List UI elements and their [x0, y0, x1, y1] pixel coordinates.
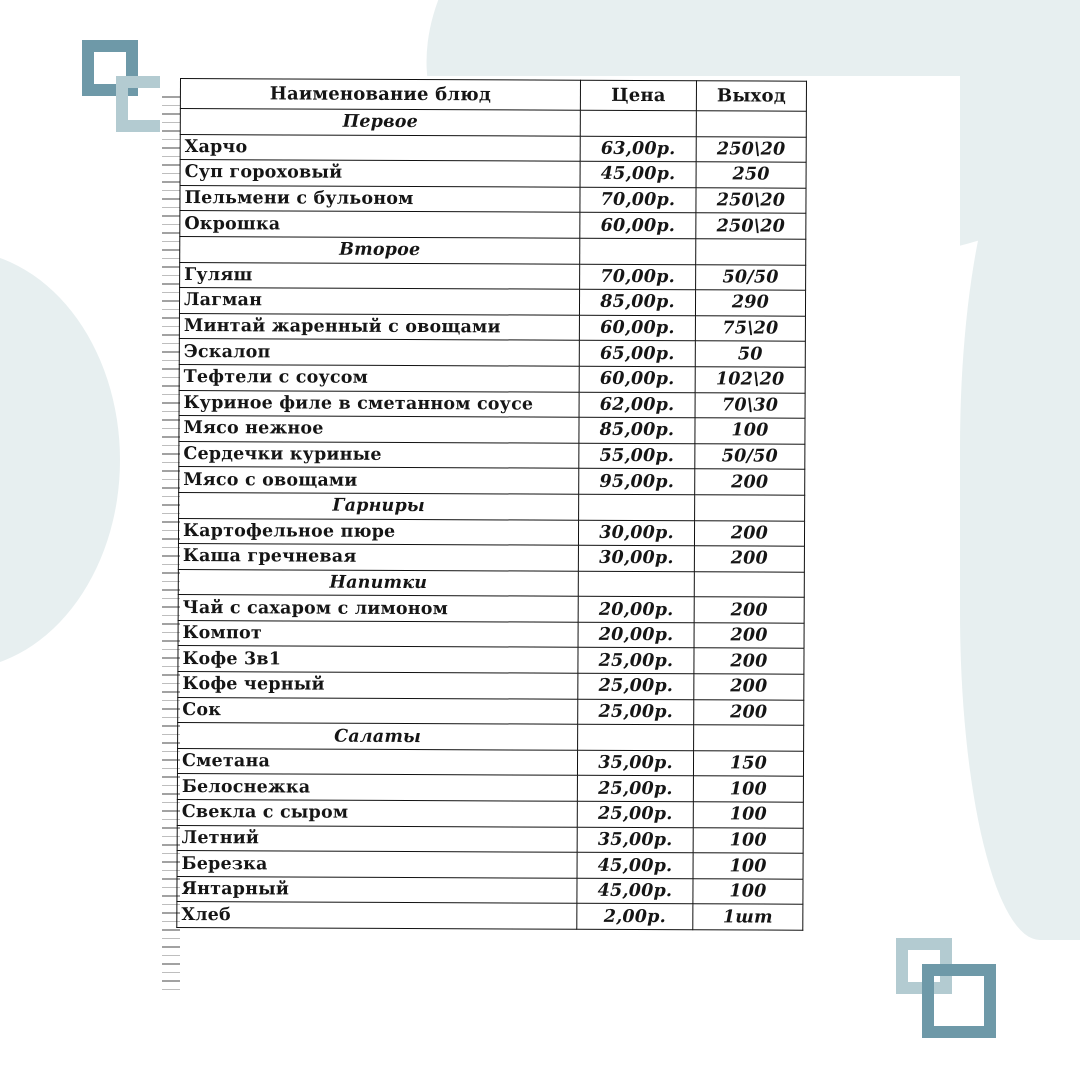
empty-cell: [578, 571, 694, 597]
yield-cell: 250\20: [696, 213, 806, 239]
menu-table: [176, 78, 807, 931]
section-row: [180, 236, 806, 264]
header-price: Цена: [580, 80, 696, 111]
empty-cell: [694, 725, 804, 751]
yield-cell: 200: [694, 648, 804, 674]
background-shape-left: [0, 250, 120, 670]
table-row: [178, 595, 804, 623]
empty-cell: [579, 494, 695, 520]
table-row: [178, 697, 804, 725]
dish-name-cell: Чай с сахаром с лимоном: [178, 595, 578, 622]
dish-name-cell: Хлеб: [177, 902, 577, 929]
yield-cell: 50/50: [696, 264, 806, 290]
price-cell: 25,00р.: [578, 699, 694, 725]
table-row: [177, 748, 803, 776]
dish-name-cell: Тефтели с соусом: [179, 364, 579, 391]
empty-cell: [580, 238, 696, 264]
price-cell: 70,00р.: [580, 264, 696, 290]
price-cell: 45,00р.: [577, 878, 693, 904]
price-cell: 70,00р.: [580, 187, 696, 213]
section-row: [178, 723, 804, 751]
table-header-row: [180, 79, 806, 112]
dish-name-cell: Белоснежка: [177, 774, 577, 801]
dish-name-cell: Сердечки куриные: [179, 441, 579, 468]
price-cell: 30,00р.: [578, 545, 694, 571]
dish-name-cell: Окрошка: [180, 211, 580, 238]
table-row: [179, 441, 805, 469]
price-cell: 2,00р.: [577, 904, 693, 930]
yield-cell: 102\20: [695, 367, 805, 393]
table-row: [180, 134, 806, 162]
empty-cell: [580, 110, 696, 136]
table-row: [177, 876, 803, 904]
price-cell: 60,00р.: [579, 315, 695, 341]
table-row: [177, 825, 803, 853]
yield-cell: 50/50: [695, 443, 805, 469]
yield-cell: 250\20: [696, 188, 806, 214]
empty-cell: [694, 571, 804, 597]
table-row: [178, 646, 804, 674]
dish-name-cell: Каша гречневая: [178, 544, 578, 571]
dish-name-cell: Янтарный: [177, 876, 577, 903]
price-cell: 20,00р.: [578, 622, 694, 648]
yield-cell: 200: [694, 623, 804, 649]
yield-cell: 100: [693, 879, 803, 905]
table-row: [178, 620, 804, 648]
table-row: [179, 313, 805, 341]
price-cell: 45,00р.: [577, 852, 693, 878]
price-cell: 60,00р.: [579, 366, 695, 392]
price-cell: 65,00р.: [579, 341, 695, 367]
dish-name-cell: Кофе черный: [178, 672, 578, 699]
section-title: Салаты: [178, 723, 578, 750]
section-title: Первое: [180, 109, 580, 136]
table-row: [177, 902, 803, 930]
header-dish-name: Наименование блюд: [180, 79, 580, 111]
section-row: [179, 492, 805, 520]
yield-cell: 150: [693, 751, 803, 777]
table-row: [179, 339, 805, 367]
price-cell: 62,00р.: [579, 392, 695, 418]
dish-name-cell: Лагман: [179, 288, 579, 315]
dish-name-cell: Сметана: [177, 748, 577, 775]
yield-cell: 250\20: [696, 136, 806, 162]
empty-cell: [695, 495, 805, 521]
dish-name-cell: Пельмени с бульоном: [180, 185, 580, 212]
yield-cell: 100: [693, 853, 803, 879]
yield-cell: 200: [694, 520, 804, 546]
table-row: [179, 416, 805, 444]
dish-name-cell: Минтай жаренный с овощами: [179, 313, 579, 340]
price-cell: 30,00р.: [578, 520, 694, 546]
yield-cell: 100: [693, 802, 803, 828]
dish-name-cell: Мясо нежное: [179, 416, 579, 443]
table-row: [180, 160, 806, 188]
price-cell: 25,00р.: [577, 776, 693, 802]
empty-cell: [696, 239, 806, 265]
price-cell: 35,00р.: [577, 827, 693, 853]
dish-name-cell: Компот: [178, 620, 578, 647]
table-row: [179, 364, 805, 392]
section-row: [180, 109, 806, 137]
dish-name-cell: Суп гороховый: [180, 160, 580, 187]
yield-cell: 250: [696, 162, 806, 188]
section-row: [178, 569, 804, 597]
yield-cell: 290: [695, 290, 805, 316]
dish-name-cell: Кофе 3в1: [178, 646, 578, 673]
dish-name-cell: Сок: [178, 697, 578, 724]
price-cell: 45,00р.: [580, 161, 696, 187]
empty-cell: [696, 111, 806, 137]
logo-squares-icon-bottom-right: [896, 938, 996, 1038]
price-cell: 63,00р.: [580, 136, 696, 162]
yield-cell: 50: [695, 341, 805, 367]
table-row: [177, 800, 803, 828]
empty-cell: [578, 724, 694, 750]
table-row: [178, 672, 804, 700]
yield-cell: 1шт: [693, 904, 803, 930]
yield-cell: 75\20: [695, 316, 805, 342]
price-cell: 85,00р.: [579, 417, 695, 443]
price-cell: 95,00р.: [579, 469, 695, 495]
yield-cell: 200: [695, 469, 805, 495]
dish-name-cell: Куриное филе в сметанном соусе: [179, 390, 579, 417]
dish-name-cell: Мясо с овощами: [179, 467, 579, 494]
price-cell: 55,00р.: [579, 443, 695, 469]
dish-name-cell: Гуляш: [180, 262, 580, 289]
yield-cell: 100: [693, 776, 803, 802]
section-title: Напитки: [178, 569, 578, 596]
price-cell: 35,00р.: [577, 750, 693, 776]
section-title: Гарниры: [179, 492, 579, 519]
table-row: [180, 185, 806, 213]
table-row: [179, 390, 805, 418]
price-cell: 25,00р.: [578, 673, 694, 699]
dish-name-cell: Эскалоп: [179, 339, 579, 366]
yield-cell: 100: [695, 418, 805, 444]
table-row: [180, 262, 806, 290]
table-row: [178, 544, 804, 572]
section-title: Второе: [180, 236, 580, 263]
price-cell: 60,00р.: [580, 213, 696, 239]
dish-name-cell: Картофельное пюре: [178, 518, 578, 545]
dish-name-cell: Харчо: [180, 134, 580, 161]
price-cell: 25,00р.: [577, 801, 693, 827]
dish-name-cell: Березка: [177, 851, 577, 878]
menu-body: [177, 109, 807, 931]
yield-cell: 100: [693, 827, 803, 853]
background-shape-right: [960, 120, 1080, 940]
yield-cell: 200: [694, 674, 804, 700]
table-row: [179, 288, 805, 316]
price-cell: 20,00р.: [578, 597, 694, 623]
table-row: [180, 211, 806, 239]
yield-cell: 70\30: [695, 392, 805, 418]
header-yield: Выход: [696, 81, 806, 111]
yield-cell: 200: [694, 546, 804, 572]
table-row: [177, 851, 803, 879]
yield-cell: 200: [694, 699, 804, 725]
dish-name-cell: Свекла с сыром: [177, 800, 577, 827]
table-row: [179, 467, 805, 495]
dish-name-cell: Летний: [177, 825, 577, 852]
table-row: [178, 518, 804, 546]
price-cell: 25,00р.: [578, 648, 694, 674]
table-row: [177, 774, 803, 802]
scanned-menu-sheet: [160, 76, 960, 1006]
yield-cell: 200: [694, 597, 804, 623]
price-cell: 85,00р.: [579, 289, 695, 315]
